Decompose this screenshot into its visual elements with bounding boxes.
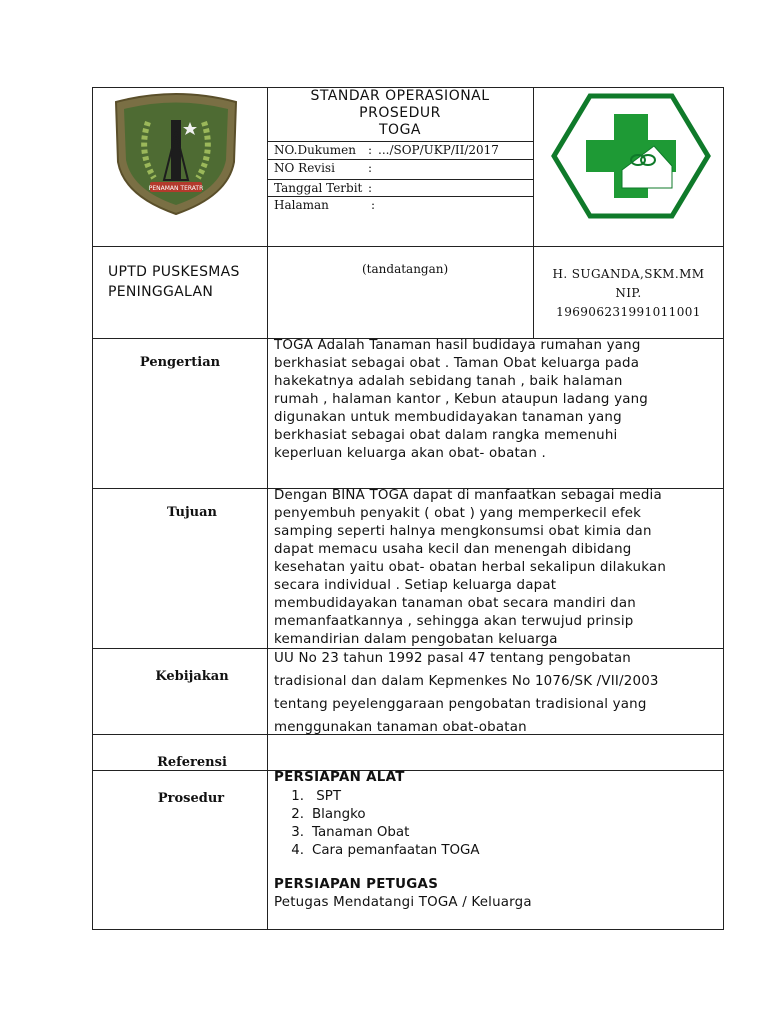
signer-name: H. SUGANDA,SKM.MM — [552, 267, 705, 281]
text-line: Dengan BINA TOGA dapat di manfaatkan sebagai media — [274, 488, 662, 503]
section-label-tujuan: Tujuan — [167, 505, 217, 520]
title-line-2: PROSEDUR — [359, 105, 441, 121]
text-line: TOGA Adalah Tanaman hasil budidaya rumahan yang — [274, 338, 641, 353]
text-line: tentang peyelenggaraan pengobatan tradisional yang — [274, 697, 647, 712]
text-line: berkhasiat sebagai obat . Taman Obat keluarga pada — [274, 356, 640, 371]
logo-banner-text: PENAMAN TERATR — [148, 185, 204, 192]
text-line: digunakan untuk membudidayakan tanaman yang — [274, 410, 622, 425]
field-halaman-label: Halaman — [274, 198, 329, 212]
text-line: kesehatan yaitu obat- obatan herbal sekalipun dilakukan — [274, 560, 667, 575]
field-colon: : — [368, 161, 373, 175]
section-text-tujuan — [274, 487, 666, 649]
text-line: penyembuh penyakit ( obat ) yang memperkecil efek — [274, 506, 642, 521]
text-line: keperluan keluarga akan obat- obatan . — [274, 446, 546, 461]
signer-nip-label: NIP. — [615, 286, 642, 300]
text-line: tradisional dan dalam Kepmenkes No 1076/SK /VII/2003 — [274, 674, 659, 689]
org-name-line-1: UPTD PUSKESMAS — [108, 264, 240, 280]
text-line: hakekatnya adalah sebidang tanah , baik halaman — [274, 374, 623, 389]
section-label-kebijakan: Kebijakan — [155, 669, 229, 684]
section-label-prosedur: Prosedur — [157, 791, 225, 806]
list-number: 4. — [291, 843, 304, 858]
section-text-kebijakan — [274, 647, 659, 739]
field-colon: : — [368, 143, 373, 157]
list-text: SPT — [312, 789, 342, 804]
signer-nip: 196906231991011001 — [556, 305, 701, 319]
text-line: memanfaatkannya , sehingga akan terwujud prinsip — [274, 614, 634, 629]
text-line: dapat memacu usaha kecil dan menengah dibidang — [274, 542, 632, 557]
list-item — [282, 824, 480, 842]
signature-placeholder: (tandatangan) — [362, 262, 449, 276]
list-number: 1. — [291, 789, 304, 804]
text-line: kemandirian dalam pengobatan keluarga — [274, 632, 558, 647]
list-number: 2. — [291, 807, 304, 822]
list-text: Cara pemanfaatan TOGA — [312, 843, 480, 858]
persiapan-petugas-title: PERSIAPAN PETUGAS — [274, 877, 439, 892]
text-line: samping seperti halnya mengkonsumsi obat kimia dan — [274, 524, 652, 539]
list-item — [282, 842, 480, 860]
petugas-text: Petugas Mendatangi TOGA / Keluarga — [274, 895, 532, 910]
text-line: rumah , halaman kantor , Kebun ataupun ladang yang — [274, 392, 648, 407]
regency-logo — [108, 92, 244, 216]
org-name — [108, 262, 240, 302]
text-line: secara individual . Setiap keluarga dapat — [274, 578, 557, 593]
section-label-pengertian: Pengertian — [139, 355, 221, 370]
field-colon: : — [368, 181, 373, 195]
health-cross-logo — [550, 92, 712, 220]
field-no-revisi-label: NO Revisi — [274, 161, 335, 175]
list-text: Blangko — [312, 807, 366, 822]
list-number: 3. — [291, 825, 304, 840]
alat-list — [282, 788, 480, 860]
text-line: UU No 23 tahun 1992 pasal 47 tentang pengobatan — [274, 651, 631, 666]
persiapan-alat-title: PERSIAPAN ALAT — [274, 770, 405, 785]
field-colon: : — [371, 198, 376, 212]
text-line: menggunakan tanaman obat-obatan — [274, 720, 527, 735]
section-label-referensi: Referensi — [157, 755, 227, 770]
section-text-pengertian — [274, 337, 648, 463]
document-title — [268, 88, 532, 139]
signer-block — [534, 265, 723, 322]
title-line-1: STANDAR OPERASIONAL — [310, 88, 490, 104]
field-no-dokumen-label: NO.Dukumen — [274, 143, 357, 157]
text-line: berkhasiat sebagai obat dalam rangka memenuhi — [274, 428, 618, 443]
list-text: Tanaman Obat — [312, 825, 410, 840]
org-name-line-2: PENINGGALAN — [108, 284, 214, 300]
text-line: membudidayakan tanaman obat secara mandiri dan — [274, 596, 636, 611]
list-item — [282, 788, 480, 806]
title-line-3: TOGA — [379, 122, 421, 138]
list-item — [282, 806, 480, 824]
field-tanggal-terbit-label: Tanggal Terbit — [274, 181, 363, 195]
field-no-dokumen-value: .../SOP/UKP/II/2017 — [378, 143, 499, 157]
